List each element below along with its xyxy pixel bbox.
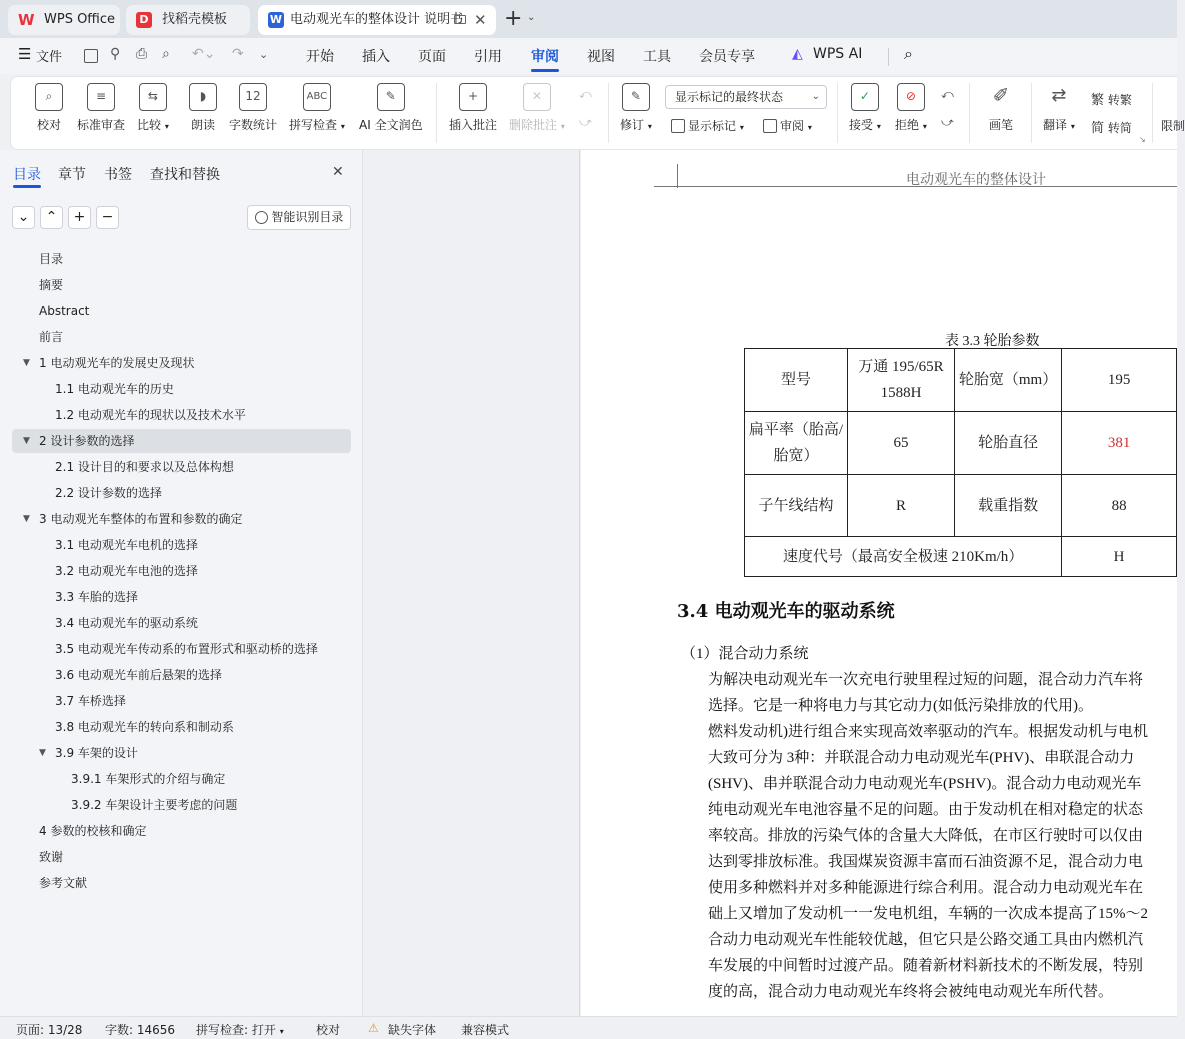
menu-member[interactable]: 会员专享: [699, 49, 755, 65]
close-pane-icon[interactable]: ✕: [332, 164, 344, 180]
nav-tab-chapters[interactable]: 章节: [58, 167, 86, 183]
toc-item-label: 2.2 设计参数的选择: [55, 486, 162, 500]
toc-item-label: 3.7 车桥选择: [55, 694, 126, 708]
translate-icon: ⇄: [1051, 85, 1067, 106]
ribbon-divider: [1031, 83, 1032, 143]
table-cell: 速度代号（最高安全极速 210Km/h）: [745, 537, 1062, 577]
wps-logo-icon: W: [18, 11, 35, 29]
toc-item[interactable]: [55, 534, 198, 556]
toc-item-label: 3 电动观光车整体的布置和参数的确定: [39, 512, 243, 526]
ribbon-divider: [1152, 83, 1153, 143]
next-change-icon[interactable]: ⤻: [941, 115, 954, 129]
save-icon[interactable]: [84, 49, 98, 63]
expand-triangle-icon[interactable]: ▼: [23, 436, 30, 446]
ribbon-divider: [608, 83, 609, 143]
table-cell: H: [1062, 537, 1177, 577]
table-cell: 195: [1062, 349, 1177, 412]
standard-review-button[interactable]: ≡ 标准审查: [77, 83, 125, 133]
document-page[interactable]: [581, 150, 1177, 1016]
toc-item[interactable]: [71, 794, 237, 816]
toc-item-label: 3.9 车架的设计: [55, 746, 138, 760]
new-tab-icon[interactable]: +: [504, 6, 523, 31]
toc-item[interactable]: [55, 664, 222, 686]
proofread-indicator[interactable]: 校对: [316, 1023, 341, 1037]
title-tab-bar: [0, 0, 1177, 38]
subheading: （1）混合动力系统: [681, 646, 809, 662]
toc-item[interactable]: [55, 612, 198, 634]
ai-polish-button[interactable]: ✎ AI 全文润色: [359, 83, 423, 133]
print-preview-icon[interactable]: ⌕: [162, 46, 170, 62]
delete-comment-button[interactable]: ✕ 删除批注 ▾: [509, 83, 565, 133]
nav-tab-underline: [13, 185, 41, 188]
reject-button[interactable]: ⊘ 拒绝 ▾: [895, 83, 927, 133]
search-icon[interactable]: ⌕: [904, 44, 913, 63]
paragraph-line: 车发展的中间暂时过渡产品。随着新材料新技术的不断发展，特别: [708, 958, 1144, 974]
table-cell: 65: [848, 412, 955, 475]
toc-item[interactable]: [55, 560, 198, 582]
compare-icon: ⇆: [139, 83, 167, 111]
word-count-icon: 12: [239, 83, 267, 111]
menu-divider: [888, 48, 889, 66]
hamburger-icon[interactable]: ☰: [18, 45, 32, 63]
ai-polish-icon: ✎: [377, 83, 405, 111]
toc-item[interactable]: [39, 274, 63, 296]
page-indicator[interactable]: 页面: 13/28: [16, 1023, 83, 1037]
read-aloud-icon: ◗: [189, 83, 217, 111]
ribbon-divider: [837, 83, 838, 143]
undo-icon[interactable]: ↶⌄: [192, 46, 216, 62]
delete-comment-icon: ✕: [523, 83, 551, 111]
toc-item[interactable]: [55, 482, 162, 504]
collapse-all-icon[interactable]: ⌄: [12, 206, 35, 229]
toc-item-label: 致谢: [39, 850, 64, 864]
accept-icon: ✓: [851, 83, 879, 111]
status-bar: [0, 1016, 1177, 1039]
toc-item[interactable]: [55, 456, 234, 478]
review-ribbon: [10, 76, 1185, 150]
menu-bar: [0, 38, 1177, 74]
tab-docer-templates[interactable]: D 找稻壳模板: [126, 5, 250, 35]
show-markup-icon: [671, 119, 685, 133]
menu-review[interactable]: 审阅: [531, 49, 559, 65]
table-cell: 万通 195/65R 1588H: [848, 349, 955, 412]
table-cell: 88: [1062, 475, 1177, 537]
paragraph-line: (SHV)、串并联混合动力电动观光车(PSHV)。混合动力电动观光车: [708, 776, 1142, 792]
tire-params-table: [744, 348, 1177, 577]
toc-item[interactable]: [39, 326, 63, 348]
spell-check-icon: ABC: [303, 83, 331, 111]
toc-item[interactable]: [39, 248, 63, 270]
standard-review-icon: ≡: [87, 83, 115, 111]
toc-item[interactable]: [55, 638, 318, 660]
translate-button[interactable]: ⇄ 翻译 ▾: [1043, 85, 1075, 132]
menu-home[interactable]: 开始: [306, 49, 334, 65]
table-cell-highlight: 381: [1062, 412, 1177, 475]
toc-item[interactable]: [55, 586, 138, 608]
table-cell: 轮胎直径: [954, 412, 1061, 475]
table-cell: 轮胎宽（mm）: [954, 349, 1061, 412]
toc-item-label: 2 设计参数的选择: [39, 434, 135, 448]
menu-wps-ai[interactable]: WPS AI: [813, 46, 863, 62]
paragraph-line: 达到零排放标准。我国煤炭资源丰富而石油资源不足，混合动力电: [708, 854, 1144, 870]
toc-item-label: 3.1 电动观光车电机的选择: [55, 538, 198, 552]
toc-item[interactable]: [39, 820, 146, 842]
paragraph-line: 度的高，混合动力电动观光车终将会被纯电动观光车所代替。: [708, 984, 1114, 1000]
simplified-icon: 简: [1091, 121, 1105, 136]
toc-item-label: 3.5 电动观光车传动系的布置形式和驱动桥的选择: [55, 642, 318, 656]
word-count-indicator[interactable]: 字数: 14656: [105, 1023, 176, 1037]
tab-wps-office[interactable]: W WPS Office: [8, 5, 120, 35]
paragraph-line: 础上又增加了发动机一一发电机组，车辆的一次成本提高了15%～2: [708, 906, 1148, 922]
toc-item[interactable]: [71, 768, 225, 790]
toc-item-label: 参考文献: [39, 876, 88, 890]
toc-item[interactable]: [55, 716, 234, 738]
paragraph-line: 率较高。排放的污染气体的含量大大降低，在市区行驶时可以仅由: [708, 828, 1144, 844]
show-markup-button[interactable]: 显示标记 ▾: [671, 117, 744, 134]
paragraph-line: 选择。它是一种将电力与其它动力(如低污染排放的代用)。: [708, 698, 1093, 714]
paragraph-line: 使用多种燃料并对多种能源进行综合利用。混合动力电动观光车在: [708, 880, 1144, 896]
word-doc-icon: W: [269, 13, 283, 26]
proofread-button[interactable]: ⌕ 校对: [35, 83, 63, 133]
ribbon-divider: [969, 83, 970, 143]
menu-tools[interactable]: 工具: [643, 49, 671, 65]
more-chevron-icon[interactable]: ⌄: [259, 48, 269, 61]
toc-item-label: 3.6 电动观光车前后悬架的选择: [55, 668, 222, 682]
header-corner-mark: [677, 164, 678, 188]
spell-check-button[interactable]: ABC 拼写检查 ▾: [289, 83, 345, 133]
restrict-button[interactable]: 限制: [1161, 119, 1185, 133]
nav-tab-bookmarks[interactable]: 书签: [104, 167, 132, 183]
page-header-text: 电动观光车的整体设计: [906, 172, 1046, 188]
traditional-icon: 繁: [1091, 93, 1105, 108]
expand-up-icon[interactable]: ⌃: [40, 206, 63, 229]
expand-triangle-icon[interactable]: ▼: [23, 514, 30, 524]
add-heading-icon[interactable]: +: [68, 206, 91, 229]
paragraph-line: 为解决电动观光车一次充电行驶里程过短的问题，混合动力汽车将: [708, 672, 1144, 688]
toc-item-label: 4 参数的校核和确定: [39, 824, 147, 838]
menu-view[interactable]: 视图: [587, 49, 615, 65]
word-count-button[interactable]: 12 字数统计: [229, 83, 277, 133]
toc-item-label: 1.2 电动观光车的现状以及技术水平: [55, 408, 246, 422]
smart-recognize-icon: [255, 211, 268, 224]
print-icon[interactable]: ⎙: [136, 46, 148, 62]
toc-item-label: 1 电动观光车的发展史及现状: [39, 356, 195, 370]
table-cell: 扁平率（胎高/ 胎宽）: [745, 412, 848, 475]
toc-item-label: 目录: [39, 252, 64, 266]
document-margin-area: [364, 150, 580, 1016]
toc-item[interactable]: [23, 508, 243, 530]
insert-comment-button[interactable]: + 插入批注: [449, 83, 497, 133]
nav-tab-toc[interactable]: 目录: [13, 167, 41, 183]
toc-item-label: 1.1 电动观光车的历史: [55, 382, 174, 396]
share-icon[interactable]: ⚲: [110, 46, 121, 62]
toc-item[interactable]: [39, 300, 89, 322]
screen-icon[interactable]: [454, 15, 466, 24]
paragraph-line: 燃料发动机)进行组合来实现高效率驱动的汽车。根据发动机与电机: [708, 724, 1148, 740]
expand-triangle-icon[interactable]: ▼: [23, 358, 30, 368]
redo-icon[interactable]: ↷: [232, 46, 244, 62]
paragraph-line: 合动力电动观光车性能较优越，但它只是公路交通工具由内燃机汽: [708, 932, 1144, 948]
menu-insert[interactable]: 插入: [362, 49, 390, 65]
nav-tab-find-replace[interactable]: 查找和替换: [150, 167, 220, 183]
toc-item-label: 前言: [39, 330, 64, 344]
insert-comment-icon: +: [459, 83, 487, 111]
proofread-icon: ⌕: [35, 83, 63, 111]
review-pane-button[interactable]: 审阅 ▾: [763, 117, 812, 134]
ribbon-divider: [436, 83, 437, 143]
menu-references[interactable]: 引用: [474, 49, 502, 65]
remove-heading-icon[interactable]: −: [96, 206, 119, 229]
read-aloud-button[interactable]: ◗ 朗读: [189, 83, 217, 133]
track-changes-icon: ✎: [622, 83, 650, 111]
review-pane-icon: [763, 119, 777, 133]
menu-file[interactable]: 文件: [36, 50, 63, 65]
table-cell: 载重指数: [954, 475, 1061, 537]
accept-button[interactable]: ✓ 接受 ▾: [849, 83, 881, 133]
toc-item-label: 3.9.1 车架形式的介绍与确定: [71, 772, 226, 786]
active-tab-underline: [531, 69, 559, 72]
chevron-down-icon: ⌄: [811, 91, 820, 102]
close-tab-icon[interactable]: ✕: [474, 11, 487, 29]
chevron-down-icon[interactable]: ⌄: [527, 12, 536, 23]
toc-item-label: 3.2 电动观光车电池的选择: [55, 564, 198, 578]
to-traditional-button[interactable]: 繁 转繁: [1091, 93, 1132, 108]
table-caption: 表 3.3 轮胎参数: [945, 334, 1040, 349]
toc-item[interactable]: [23, 352, 195, 374]
previous-comment-icon[interactable]: ⤺: [579, 87, 592, 101]
missing-font-indicator[interactable]: 缺失字体: [388, 1023, 437, 1037]
tab-document[interactable]: W 电动观光车的整体设计 说明书 ✕: [258, 5, 496, 35]
previous-change-icon[interactable]: ⤺: [941, 87, 954, 101]
toc-item[interactable]: [55, 404, 246, 426]
toc-item-label: 3.3 车胎的选择: [55, 590, 138, 604]
markup-state-select[interactable]: 显示标记的最终状态 ⌄: [665, 85, 827, 109]
table-cell: R: [848, 475, 955, 537]
table-cell: 型号: [745, 349, 848, 412]
reject-icon: ⊘: [897, 83, 925, 111]
spell-check-indicator[interactable]: 拼写检查: 打开 ▾: [196, 1023, 284, 1037]
compare-button[interactable]: ⇆ 比较 ▾: [137, 83, 169, 133]
to-simplified-button[interactable]: 简 转简: [1091, 121, 1132, 136]
toc-item-label: 3.4 电动观光车的驱动系统: [55, 616, 198, 630]
navigation-pane: [0, 150, 363, 1016]
paragraph-line: 大致可分为 3种：并联混合动力电动观光车(PHV)、串联混合动力: [708, 750, 1135, 766]
smart-toc-button[interactable]: 智能识别目录: [247, 205, 351, 230]
toc-item-label: 摘要: [39, 278, 64, 292]
toc-item-label: 3.9.2 车架设计主要考虑的问题: [71, 798, 238, 812]
expand-triangle-icon[interactable]: ▼: [39, 748, 46, 758]
docer-icon: D: [136, 12, 152, 28]
warning-icon: ⚠: [368, 1021, 379, 1035]
pen-icon: ✐: [992, 83, 1010, 107]
toc-item[interactable]: [55, 690, 126, 712]
pen-button[interactable]: ✐ 画笔: [988, 83, 1013, 132]
ribbon-expand-icon[interactable]: ↘: [1139, 135, 1146, 144]
toc-item[interactable]: [39, 846, 63, 868]
next-comment-icon[interactable]: ⤻: [579, 115, 592, 129]
menu-page[interactable]: 页面: [418, 49, 446, 65]
toc-item[interactable]: [39, 872, 87, 894]
table-cell: 子午线结构: [745, 475, 848, 537]
section-heading: 3.4 电动观光车的驱动系统: [677, 601, 895, 622]
track-changes-button[interactable]: ✎ 修订 ▾: [620, 83, 652, 133]
toc-item[interactable]: [39, 742, 138, 764]
paragraph-line: 纯电动观光车电池容量不足的问题。由于发动机在相对稳定的状态: [708, 802, 1144, 818]
toc-item-label: 3.8 电动观光车的转向系和制动系: [55, 720, 234, 734]
toc-item[interactable]: [23, 430, 135, 452]
toc-item[interactable]: [55, 378, 174, 400]
toc-item-label: 2.1 设计目的和要求以及总体构想: [55, 460, 234, 474]
wps-ai-icon[interactable]: ◭: [792, 46, 803, 62]
compat-mode-indicator[interactable]: 兼容模式: [461, 1023, 510, 1037]
toc-item-label: Abstract: [39, 304, 90, 318]
